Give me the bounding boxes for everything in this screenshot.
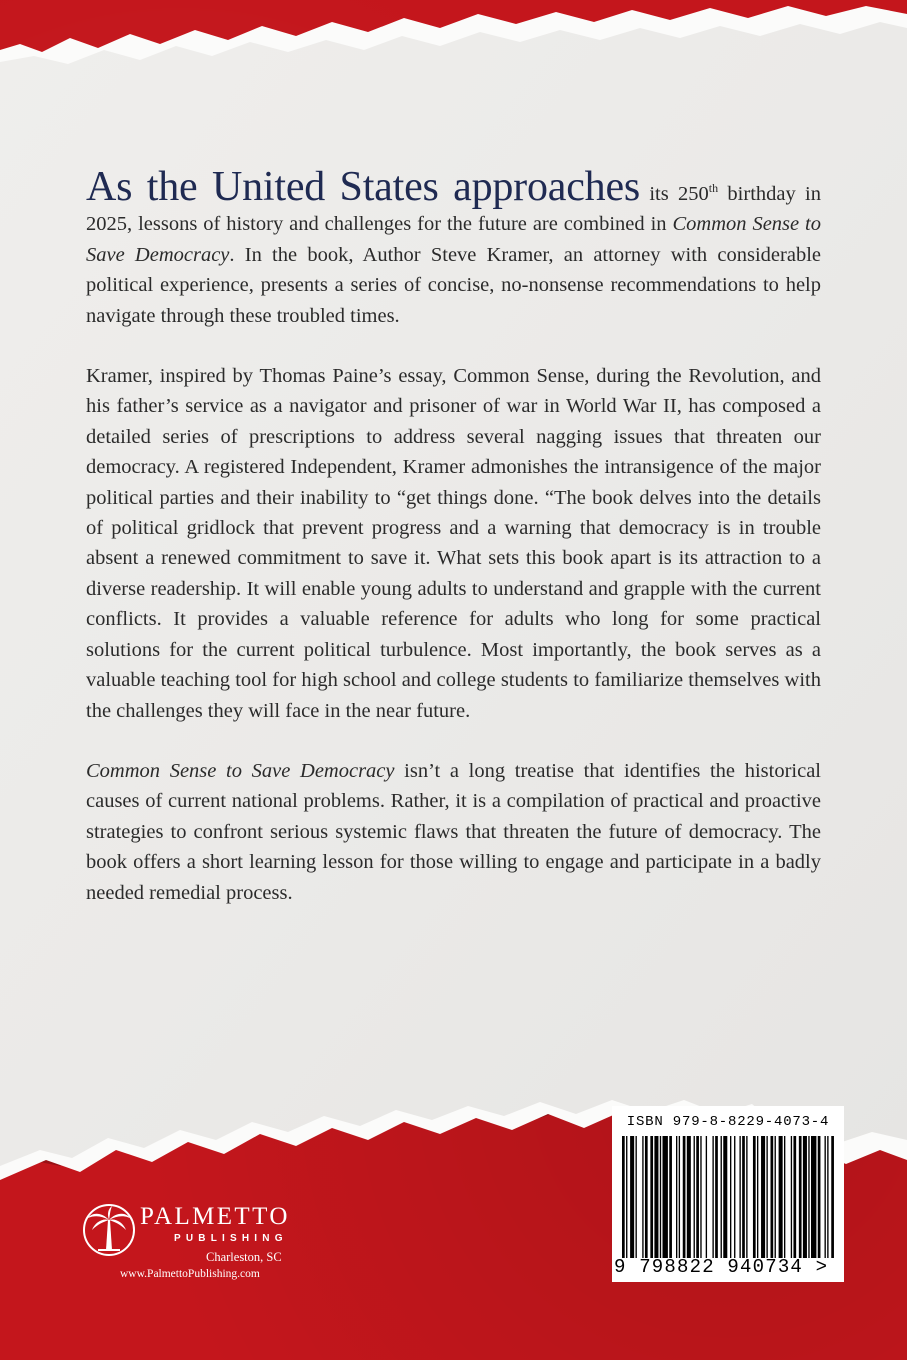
barcode-bar xyxy=(679,1136,680,1258)
barcode-bar xyxy=(622,1136,625,1258)
barcode-bar xyxy=(825,1136,826,1258)
book-title-italic: Common Sense to Save Democracy xyxy=(86,213,821,266)
book-title-italic-2: Common Sense to Save Democracy xyxy=(86,759,395,782)
barcode-bar xyxy=(791,1136,792,1258)
barcode-bar xyxy=(687,1136,691,1258)
barcode-bar xyxy=(746,1136,747,1258)
back-cover-blurb xyxy=(86,164,821,938)
p1-text-a: its 250 xyxy=(640,183,709,205)
blurb-paragraph-2: Kramer, inspired by Thomas Paine’s essay, Common Sense, during the Revolution, and his father’s service as a navigator and prisoner of war in World War II, has composed a detailed series of prescriptions to address several nagging issues that threaten our democracy. A registered Independent, Kramer admonishes the intransigence of the major political parties and their inability to “get things done. “The book delves into the details of political gridlock that prevent progress and a warning that democracy is in trouble absent a renewed commitment to save it. What sets this book apart is its attraction to a diverse readership. It will enable young adults to understand and grapple with the current conflicts. It provides a valuable reference for adults who long for some practical solutions for the current political turbulence. Most importantly, the book serves as a valuable teaching tool for high school and college students to familiarize themselves with the challenges they will face in the near future. xyxy=(86,365,821,722)
barcode-bar xyxy=(663,1136,668,1258)
barcode-bar xyxy=(715,1136,718,1258)
barcode-bar xyxy=(775,1136,776,1258)
barcode-bar xyxy=(721,1136,722,1258)
isbn-barcode xyxy=(612,1106,844,1282)
barcode-bar xyxy=(706,1136,707,1258)
barcode-bar xyxy=(831,1136,834,1258)
barcode-bar xyxy=(753,1136,756,1258)
barcode-bar xyxy=(650,1136,653,1258)
barcode-bar xyxy=(712,1136,713,1258)
barcode-bar xyxy=(676,1136,677,1258)
palm-tree-icon xyxy=(82,1200,136,1260)
barcode-bar xyxy=(636,1136,637,1258)
publisher-city: Charleston, SC xyxy=(206,1250,282,1264)
blurb-paragraph-3 xyxy=(86,756,821,908)
barcode-bar xyxy=(803,1136,807,1258)
publisher-sub: PUBLISHING xyxy=(174,1233,288,1244)
publisher-name: PALMETTO xyxy=(140,1203,290,1230)
barcode-bar xyxy=(660,1136,661,1258)
barcode-bar xyxy=(630,1136,634,1258)
p3-text: isn’t a long treatise that identifies the historical causes of current national problems. Rather, it is a compilation of practical and proactive strategies to confront serious systemic flaws that threaten the future of democracy. The book offers a short learning lesson for those willing to engage and participate in a badly needed remedial process. xyxy=(86,759,821,904)
lead-heading: As the United States approaches xyxy=(86,164,641,210)
blurb-paragraph-1 xyxy=(86,164,821,331)
barcode-bars xyxy=(622,1136,834,1258)
barcode-bar xyxy=(739,1136,740,1258)
barcode-digits: 9 798822 940734 > xyxy=(614,1256,829,1278)
barcode-bar xyxy=(808,1136,809,1258)
barcode-bar xyxy=(694,1136,695,1258)
barcode-bar xyxy=(811,1136,816,1258)
barcode-bar xyxy=(626,1136,627,1258)
barcode-bar xyxy=(669,1136,672,1258)
barcode-bar xyxy=(654,1136,658,1258)
barcode-bar xyxy=(723,1136,727,1258)
barcode-bar xyxy=(818,1136,821,1258)
p1-text-c: . In the book, Author Steve Kramer, an attorney with considerable political experience, presents a series of concise, no-nonsense recommendations to help navigate through these troubled times. xyxy=(86,243,821,327)
publisher-url: www.PalmettoPublishing.com xyxy=(120,1268,260,1280)
barcode-bar xyxy=(700,1136,701,1258)
barcode-bar xyxy=(793,1136,796,1258)
barcode-bar xyxy=(742,1136,745,1258)
barcode-bar xyxy=(645,1136,648,1258)
barcode-bar xyxy=(730,1136,731,1258)
barcode-bar xyxy=(642,1136,643,1258)
barcode-bar xyxy=(766,1136,767,1258)
barcode-bar xyxy=(683,1136,686,1258)
barcode-bar xyxy=(784,1136,785,1258)
barcode-bar xyxy=(761,1136,765,1258)
isbn-label: ISBN 979-8-8229-4073-4 xyxy=(626,1114,830,1130)
superscript-th: th xyxy=(708,181,719,195)
barcode-bar xyxy=(827,1136,828,1258)
barcode-bar xyxy=(734,1136,735,1258)
barcode-bar xyxy=(799,1136,802,1258)
barcode-bar xyxy=(771,1136,774,1258)
barcode-bar xyxy=(757,1136,758,1258)
barcode-bar xyxy=(696,1136,699,1258)
barcode-bar xyxy=(779,1136,783,1258)
p1-text-b: birthday in 2025, lessons of history and challenges for the future are combined in xyxy=(86,183,821,236)
publisher-logo xyxy=(82,1200,342,1300)
